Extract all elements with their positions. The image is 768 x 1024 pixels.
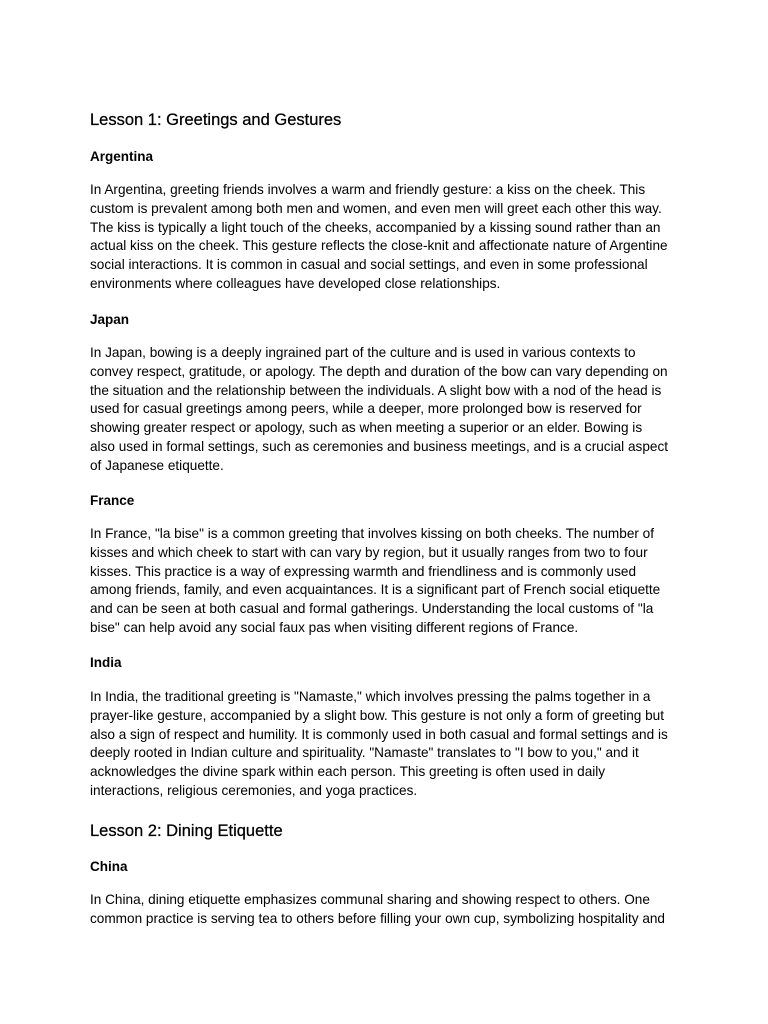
- paragraph-line: common practice is serving tea to others before filling your own cup, symbolizing hospitality and: [90, 910, 665, 926]
- paragraph-line: In Argentina, greeting friends involves a warm and friendly gesture: a kiss on the cheek. This: [90, 182, 646, 197]
- paragraph-line: custom is prevalent among both men and women, and even men will greet each other this way.: [90, 200, 662, 216]
- paragraph-line: of Japanese etiquette.: [90, 457, 224, 473]
- paragraph-line: In India, the traditional greeting is "Namaste," which involves pressing the palms together in a: [90, 689, 651, 704]
- lesson-2-title: Lesson 2: Dining Etiquette: [90, 822, 283, 840]
- paragraph-line: actual kiss on the cheek. This gesture reflects the close-knit and affectionate nature of Argentine: [90, 238, 668, 254]
- paragraph-line: convey respect, gratitude, or apology. The depth and duration of the bow can vary depending on: [90, 363, 668, 379]
- section-heading-china: China: [90, 859, 128, 874]
- paragraph-line: deeply rooted in Indian culture and spirituality. "Namaste" translates to "I bow to you," and it: [90, 745, 639, 761]
- section-heading-france: France: [90, 493, 135, 508]
- paragraph-line: In Japan, bowing is a deeply ingrained part of the culture and is used in various contexts to: [90, 345, 636, 360]
- paragraph-china: [90, 891, 682, 929]
- section-heading-japan: Japan: [90, 312, 130, 327]
- paragraph-line: kisses and which cheek to start with can vary by region, but it usually ranges from two to four: [90, 544, 648, 560]
- paragraph-line: The kiss is typically a light touch of the cheeks, accompanied by a kissing sound rather than an: [90, 219, 661, 235]
- paragraph-line: the situation and the relationship between the individuals. A slight bow with a nod of the head is: [90, 382, 662, 398]
- paragraph-france: [90, 525, 682, 638]
- paragraph-line: environments where colleagues have developed close relationships.: [90, 275, 501, 291]
- paragraph-line: also used in formal settings, such as ceremonies and business meetings, and is a crucial aspect: [90, 438, 669, 454]
- paragraph-line: social interactions. It is common in casual and social settings, and even in some professional: [90, 257, 648, 273]
- paragraph-japan: [90, 344, 682, 476]
- paragraph-line: used for casual greetings among peers, while a deeper, more prolonged bow is reserved for: [90, 401, 642, 417]
- paragraph-line: and can be seen at both casual and formal gatherings. Understanding the local customs of "la: [90, 601, 654, 617]
- lesson-1-title: Lesson 1: Greetings and Gestures: [90, 111, 342, 129]
- paragraph-argentina: [90, 181, 682, 294]
- section-heading-india: India: [90, 655, 122, 670]
- paragraph-india: [90, 688, 682, 801]
- section-heading-argentina: Argentina: [90, 149, 154, 164]
- paragraph-line: interactions, religious ceremonies, and yoga practices.: [90, 782, 418, 798]
- paragraph-line: also a sign of respect and humility. It is commonly used in both casual and formal settings and is: [90, 726, 668, 742]
- paragraph-line: showing greater respect or apology, such as when meeting a superior or an elder. Bowing is: [90, 420, 643, 436]
- paragraph-line: kisses. This practice is a way of expressing warmth and friendliness and is commonly used: [90, 563, 636, 579]
- paragraph-line: acknowledges the divine spark within each person. This greeting is often used in daily: [90, 764, 606, 780]
- paragraph-line: among friends, family, and even acquaintances. It is a significant part of French social etiquette: [90, 582, 661, 598]
- paragraph-line: prayer-like gesture, accompanied by a slight bow. This gesture is not only a form of greeting but: [90, 707, 665, 723]
- paragraph-line: In China, dining etiquette emphasizes communal sharing and showing respect to others. One: [90, 892, 650, 907]
- paragraph-line: In France, "la bise" is a common greeting that involves kissing on both cheeks. The number of: [90, 526, 655, 541]
- paragraph-line: bise" can help avoid any social faux pas when visiting different regions of France.: [90, 619, 579, 635]
